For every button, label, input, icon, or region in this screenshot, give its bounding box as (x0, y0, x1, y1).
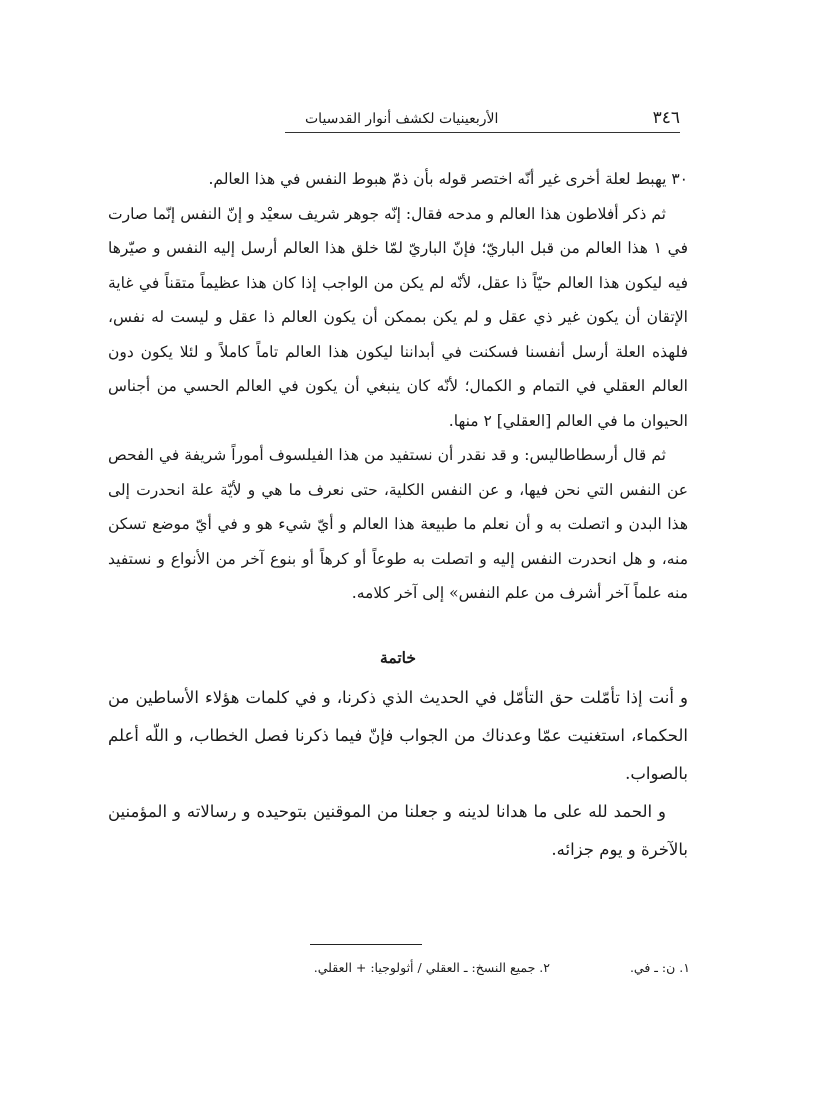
paragraph-2: ثم ذكر أفلاطون هذا العالم و مدحه فقال: إنّه جوهر شريف سعيْد و إنّ النفس إنّما صارت في ١ هذا العالم من قبل الباريّ؛ فإنّ الباريّ لمّا خلق هذا العالم أرسل إليه النفس و صيّرها فيه ليكون هذا العالم حيّاً ذا عقل، لأنّه لم يكن من الواجب إذا كان هذا عظيماً متقناً في غاية الإتقان أن يكون غير ذي عقل و لم يكن بممكن أن يكون العالم ذا عقل و ليست له نفس، فلهذه العلة أرسل أنفسنا فسكنت في أبداننا ليكون هذا العالم تاماً كاملاً و لئلا يكون دون العالم العقلي في التمام و الكمال؛ لأنّه كان ينبغي أن يكون في العالم الحسي من أجناس الحيوان ما في العالم [العقلي] ٢ منها. (108, 204, 688, 430)
page-number: ٣٤٦ (652, 108, 680, 128)
footnote-divider (310, 944, 422, 945)
footnote-1: ١. ن: ـ في. (629, 960, 690, 975)
paragraph-5: و الحمد لله على ما هدانا لدينه و جعلنا من الموقنين بتوحيده و رسالاته و المؤمنين بالآخرة و يوم جزائه. (108, 802, 688, 859)
footnotes (250, 958, 690, 980)
section-heading: خاتمة (380, 647, 416, 667)
page-header (285, 108, 680, 133)
running-title: الأربعينيات لكشف أنوار القدسيات (305, 111, 499, 127)
paragraph-1: ٣٠ يهبط لعلة أخرى غير أنّه اختصر قوله بأن ذمّ هبوط النفس في هذا العالم. (208, 170, 688, 188)
paragraph-3: ثم قال أرسطاطاليس: و قد نقدر أن نستفيد من هذا الفيلسوف أموراً شريفة في الفحص عن النفس التي نحن فيها، و عن النفس الكلية، حتى نعرف ما هي و لأيّة علة انحدرت إلى هذا البدن و اتصلت به و أن نعلم ما طبيعة هذا العالم و أيّ شيء هو و في أيّ موضع تسكن منه، و هل انحدرت النفس إليه و اتصلت به طوعاً أو كرهاً أو بنوع آخر من الأنواع و نستفيد منه علماً آخر أشرف من علم النفس» إلى آخر كلامه. (108, 446, 688, 602)
main-text (108, 162, 688, 869)
footnote-2: ٢. جميع النسخ: ـ العقلي / أثولوجيا: + العقلي. (313, 960, 550, 975)
paragraph-4: و أنت إذا تأمّلت حق التأمّل في الحديث الذي ذكرنا، و في كلمات هؤلاء الأساطين من الحكماء، استغنيت عمّا وعدناك من الجواب فإنّ فيما ذكرنا فصل الخطاب، و اللّه أعلم بالصواب. (108, 688, 688, 783)
